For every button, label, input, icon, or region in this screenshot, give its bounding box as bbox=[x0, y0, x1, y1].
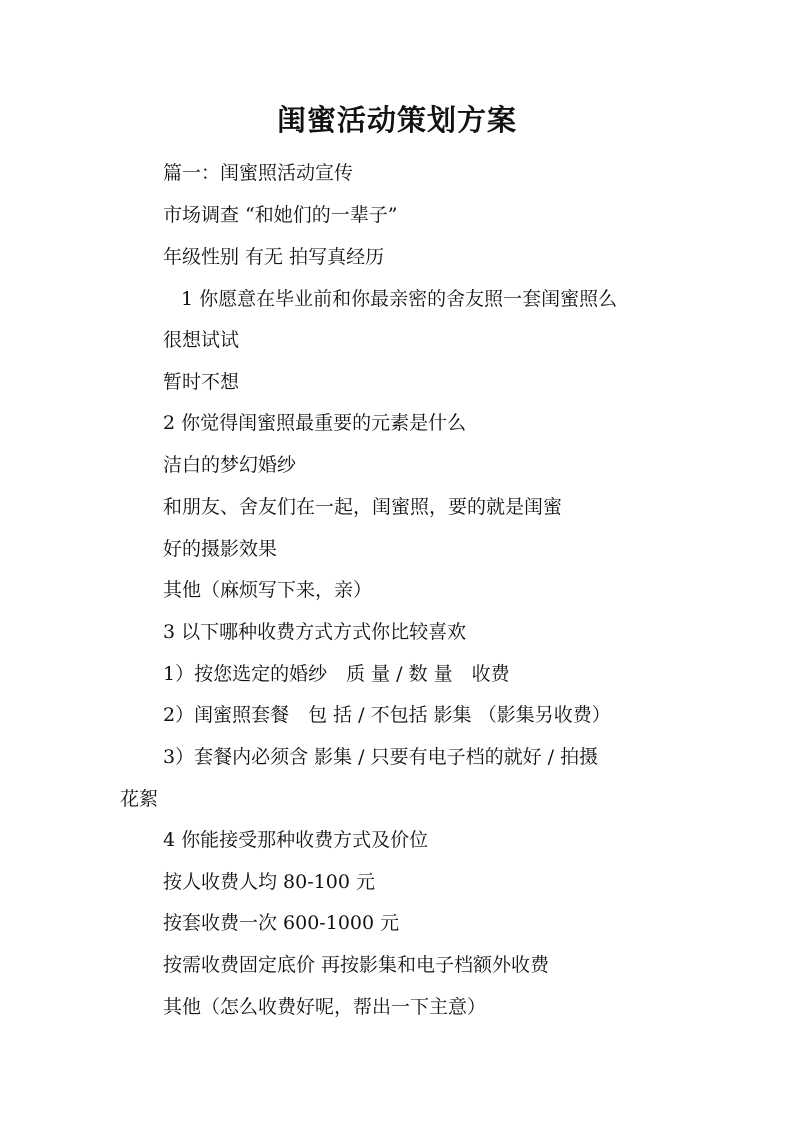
question-3: 3 以下哪种收费方式方式你比较喜欢 bbox=[163, 621, 467, 643]
answer-option: 按需收费固定底价 再按影集和电子档额外收费 bbox=[163, 954, 550, 976]
answer-option: 按套收费一次 600-1000 元 bbox=[163, 912, 400, 934]
question-4: 4 你能接受那种收费方式及价位 bbox=[163, 829, 429, 851]
answer-option: 2）闺蜜照套餐 包 括 / 不包括 影集 （影集另收费） bbox=[163, 704, 611, 726]
answer-option: 洁白的梦幻婚纱 bbox=[163, 454, 297, 476]
answer-option: 暂时不想 bbox=[163, 371, 240, 393]
question-2: 2 你觉得闺蜜照最重要的元素是什么 bbox=[163, 412, 467, 434]
answer-option: 1）按您选定的婚纱 质 量 / 数 量 收费 bbox=[163, 663, 510, 685]
answer-option: 其他（麻烦写下来，亲） bbox=[163, 579, 373, 601]
survey-title: 市场调查 “和她们的一辈子” bbox=[163, 204, 398, 226]
answer-option-continued: 花絮 bbox=[120, 788, 159, 810]
document-title: 闺蜜活动策划方案 bbox=[276, 103, 517, 137]
survey-fields: 年级性别 有无 拍写真经历 bbox=[163, 246, 385, 268]
section-heading: 篇一：闺蜜照活动宣传 bbox=[163, 162, 354, 184]
answer-option: 其他（怎么收费好呢，帮出一下主意） bbox=[163, 996, 487, 1018]
answer-option: 按人收费人均 80-100 元 bbox=[163, 871, 375, 893]
answer-option: 好的摄影效果 bbox=[163, 538, 278, 560]
answer-option: 3）套餐内必须含 影集 / 只要有电子档的就好 / 拍摄 bbox=[163, 746, 599, 768]
answer-option: 很想试试 bbox=[163, 329, 240, 351]
question-1: 1 你愿意在毕业前和你最亲密的舍友照一套闺蜜照么 bbox=[181, 288, 618, 310]
answer-option: 和朋友、舍友们在一起，闺蜜照，要的就是闺蜜 bbox=[163, 496, 563, 518]
